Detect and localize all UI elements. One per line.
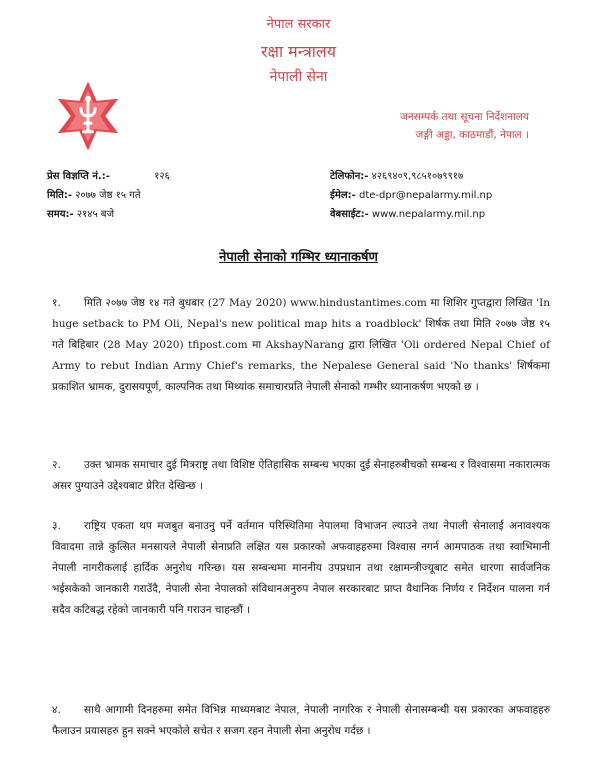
paragraph-2 [52, 455, 550, 497]
paragraph-number: २. [52, 459, 61, 471]
paragraph-text: साथै आगामी दिनहरुमा समेत विभिन्न माध्यमबाट नेपाल, नेपाली नागरिक र नेपाली सेनासम्बन्धी यस प्रकारका अफवाहहरु फैलाउन प्रयासहरु हुन सक्ने भएकोले सचेत र सजग रहन नेपाली सेना अनुरोध गर्दछ । [52, 704, 550, 737]
department-address: जङ्गी अड्डा, काठमाडौं, नेपाल । [415, 129, 529, 141]
paragraph-text: उक्त भ्रामक समाचार दुई मित्रराष्ट्र तथा विशिष्ट ऐतिहासिक सम्बन्ध भएका दुई सेनाहरुबीचको सम्बन्ध र विश्वासमा नकारात्मक असर पुग्याउने उद्देश्यबाट प्रेरित देखिन्छ । [52, 459, 550, 492]
release-number: १२६ [154, 171, 170, 182]
paragraph-1 [52, 293, 550, 398]
release-time-label: समय:- [47, 209, 74, 220]
header-army: नेपाली सेना [269, 69, 328, 85]
release-number-label: प्रेस विज्ञप्ति नं.:- [47, 171, 110, 182]
title-text: नेपाली सेनाको गम्भिर ध्यानाकर्षण [219, 250, 378, 265]
paragraph-number: १. [52, 297, 61, 309]
release-date-label: मिति:- [47, 190, 73, 201]
release-time-row [47, 205, 170, 224]
paragraph-number: ४. [52, 704, 61, 716]
email-row [330, 186, 492, 205]
header-government: नेपाल सरकार [266, 17, 331, 32]
release-date: २०७७ जेष्ठ १५ गते [75, 190, 141, 201]
phone-row [330, 167, 492, 186]
release-time: २१४५ बजे [76, 209, 114, 220]
release-meta [47, 167, 170, 224]
paragraph-text: राष्ट्रिय एकता थप मजबुत बनाउनु पर्ने वर्तमान परिस्थितिमा नेपालमा विभाजन ल्याउने तथा नेपाली सेनालाई अनावश्यक विवादमा तान्ने कुत्सित मनसायले नेपाली सेनाप्रति लक्षित यस प्रकारको अफवाहहरुमा विश्वास नगर्न आमपाठक तथा स्वाभिमानी नेपाली नागरीकलाई हार्दिक अनुरोध गरिन्छ। यस सम्बन्धमा माननीय उपप्रधान तथा रक्षामन्त्रीज्यूबाट समेत धारणा सार्वजनिक भईसकेको जानकारी गराउँदै, नेपाली सेना नेपालको संविधानअनुरुप नेपाल सरकारबाट प्राप्त वैधानिक निर्णय र निर्देशन पालना गर्न सदैव कटिबद्ध रहेको जानकारी पनि गराउन चाहन्छौं । [52, 520, 550, 616]
paragraph-4 [52, 700, 550, 742]
website-label: वेबसाईट:- [330, 209, 369, 220]
website-row [330, 205, 492, 224]
phone-value: ४२६९४०९,९८५१०७९९१७ [371, 171, 464, 182]
email-label: ईमेल:- [330, 190, 356, 201]
document-title [0, 247, 597, 265]
email-link[interactable]: dte-dpr@nepalarmy.mil.np [359, 190, 493, 201]
department-block [400, 108, 529, 144]
website-link[interactable]: www.nepalarmy.mil.np [371, 209, 486, 220]
header-ministry: रक्षा मन्त्रालय [260, 42, 337, 61]
release-date-row [47, 186, 170, 205]
paragraph-text: मिति २०७७ जेष्ठ १४ गते बुधबार (27 May 2020) www.hindustantimes.com मा शिशिर गुप्तद्वारा लिखित 'In huge setback to PM Oli, Nepal's new political map hits a roadblock' शिर्षक तथा मिति २०७७ जेष्ठ १५ गते बिहिबार (28 May 2020) tfipost.com मा AkshayNarang द्वारा लिखित 'Oli ordered Nepal Chief of Army to rebut Indian Army Chief's remarks, the Nepalese General said 'No thanks' शिर्षकमा प्रकाशित भ्रामक, दुरासयपूर्ण, काल्पनिक तथा मिथ्यांक समाचारप्रति नेपाली सेनाको गम्भीर ध्यानाकर्षण भएको छ । [52, 297, 550, 393]
paragraph-3 [52, 516, 550, 621]
department-name: जनसम्पर्क तथा सूचना निर्देशनालय [400, 111, 529, 123]
phone-label: टेलिफोन:- [330, 171, 369, 182]
contact-meta [330, 167, 492, 224]
paragraph-number: ३. [52, 520, 61, 532]
release-number-row [47, 167, 170, 186]
army-emblem-icon [52, 80, 124, 152]
